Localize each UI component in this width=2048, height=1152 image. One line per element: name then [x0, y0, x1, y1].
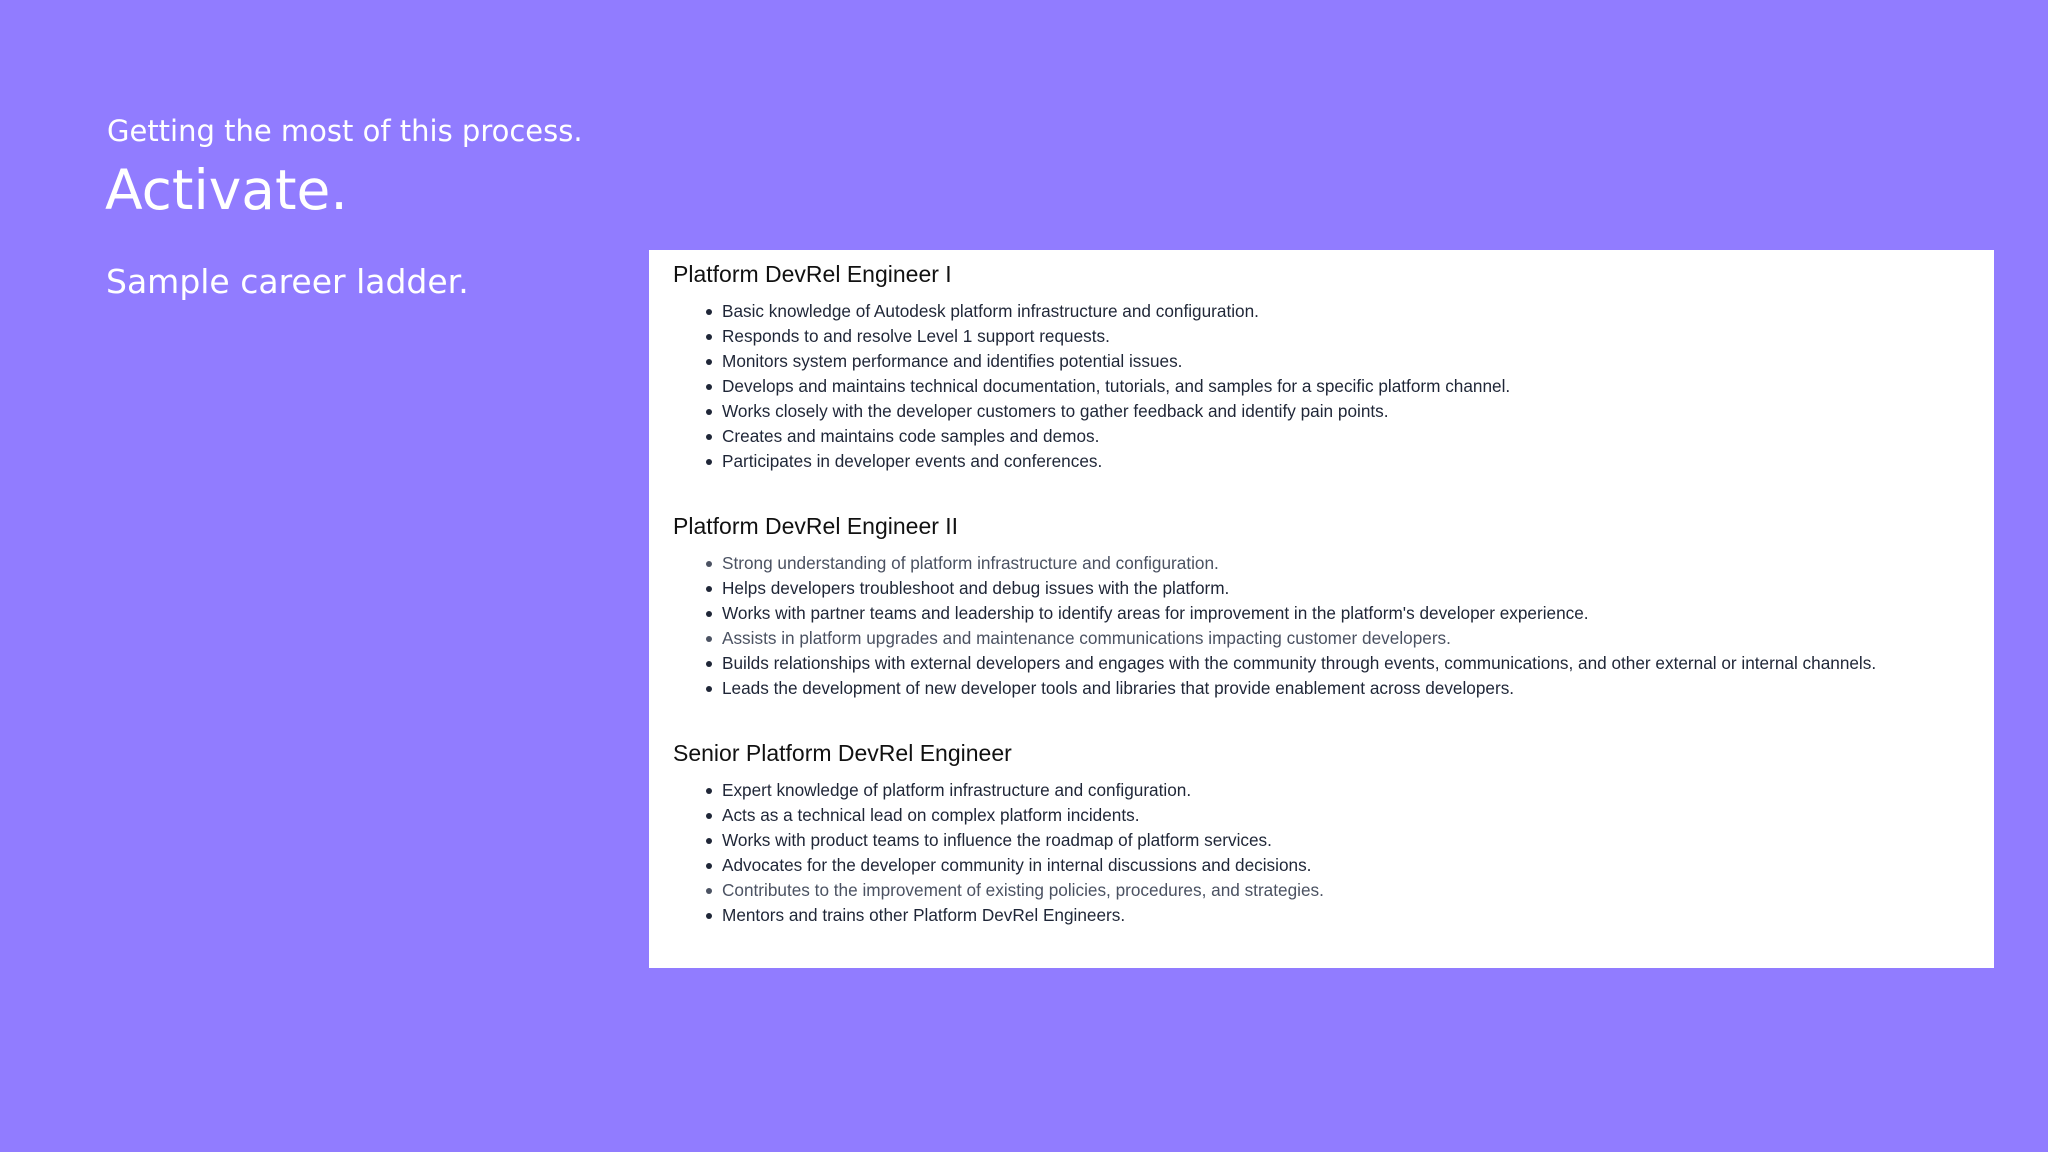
- responsibility-item: Responds to and resolve Level 1 support requests.: [722, 324, 1974, 349]
- responsibility-item: Advocates for the developer community in internal discussions and decisions.: [722, 853, 1974, 878]
- responsibility-item: Basic knowledge of Autodesk platform infrastructure and configuration.: [722, 299, 1974, 324]
- responsibility-item: Monitors system performance and identifies potential issues.: [722, 349, 1974, 374]
- slide-title: Activate.: [105, 158, 348, 222]
- responsibility-item: Mentors and trains other Platform DevRel Engineers.: [722, 903, 1974, 928]
- level-title: Platform DevRel Engineer II: [673, 513, 959, 539]
- responsibility-list: [673, 551, 1974, 701]
- career-ladder-panel: [649, 250, 1994, 968]
- responsibility-item: Develops and maintains technical documentation, tutorials, and samples for a specific platform channel.: [722, 374, 1974, 399]
- slide-eyebrow: Getting the most of this process.: [107, 114, 583, 148]
- responsibility-item: Assists in platform upgrades and maintenance communications impacting customer developers.: [722, 626, 1974, 651]
- responsibility-item: Participates in developer events and conferences.: [722, 449, 1974, 474]
- responsibility-item: Contributes to the improvement of existing policies, procedures, and strategies.: [722, 878, 1974, 903]
- level-title: Senior Platform DevRel Engineer: [673, 740, 1012, 766]
- responsibility-list: [673, 778, 1974, 928]
- responsibility-item: Helps developers troubleshoot and debug issues with the platform.: [722, 576, 1974, 601]
- responsibility-item: Works with partner teams and leadership to identify areas for improvement in the platform's developer experience.: [722, 601, 1974, 626]
- ladder-level: [673, 512, 1974, 701]
- responsibility-item: Expert knowledge of platform infrastructure and configuration.: [722, 778, 1974, 803]
- responsibility-item: Acts as a technical lead on complex platform incidents.: [722, 803, 1974, 828]
- responsibility-item: Works with product teams to influence the roadmap of platform services.: [722, 828, 1974, 853]
- responsibility-item: Strong understanding of platform infrastructure and configuration.: [722, 551, 1974, 576]
- ladder-level: [673, 739, 1974, 928]
- responsibility-item: Builds relationships with external developers and engages with the community through events, communications, and other external or internal channels.: [722, 651, 1974, 676]
- responsibility-item: Leads the development of new developer tools and libraries that provide enablement across developers.: [722, 676, 1974, 701]
- responsibility-item: Creates and maintains code samples and demos.: [722, 424, 1974, 449]
- level-title: Platform DevRel Engineer I: [673, 261, 952, 287]
- responsibility-item: Works closely with the developer customers to gather feedback and identify pain points.: [722, 399, 1974, 424]
- responsibility-list: [673, 299, 1974, 474]
- slide-subtitle: Sample career ladder.: [106, 262, 469, 301]
- ladder-level: [673, 260, 1974, 474]
